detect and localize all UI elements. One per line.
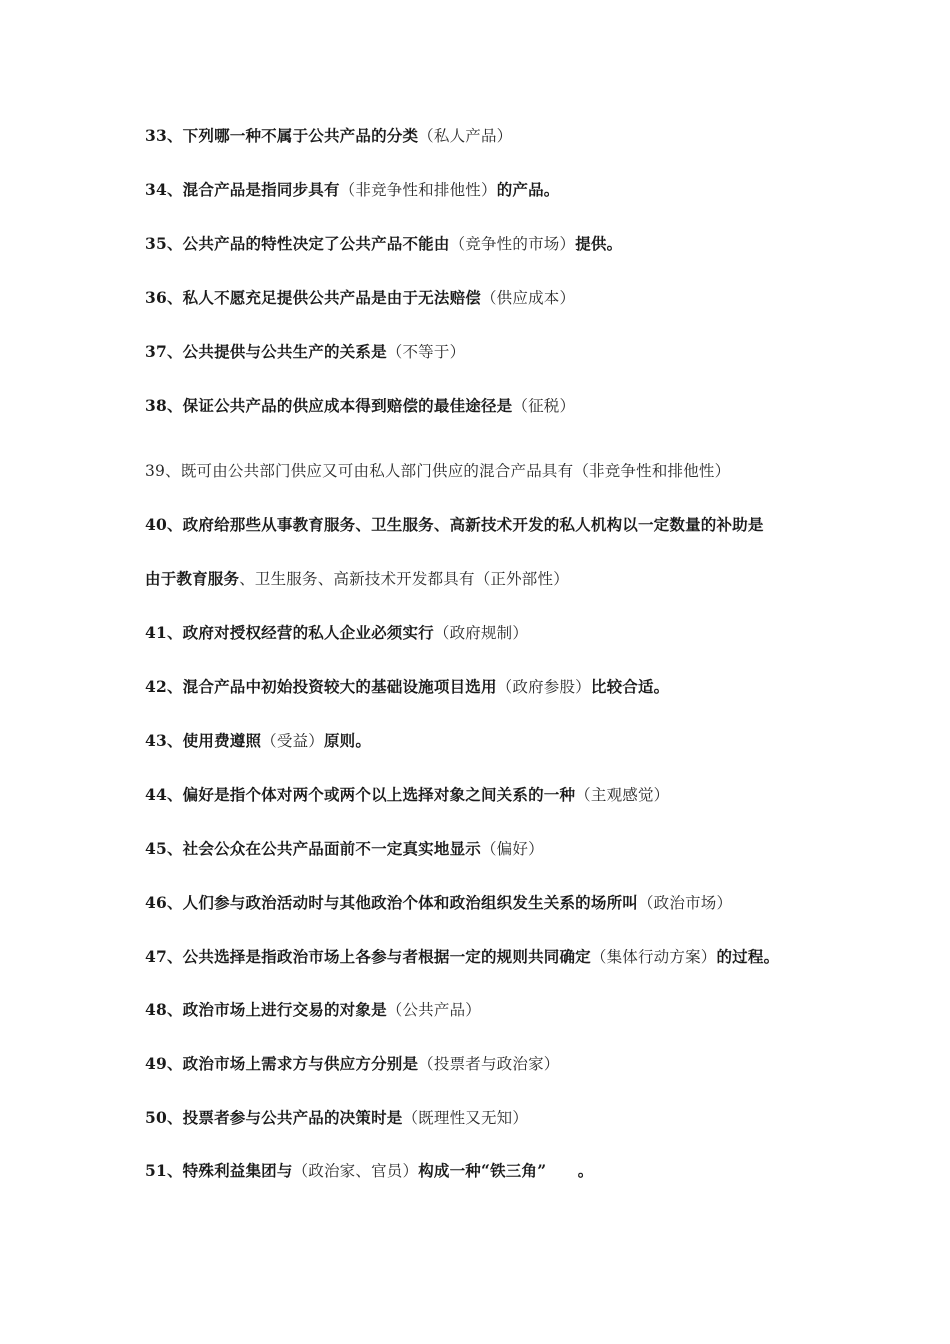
question-48 bbox=[145, 999, 481, 1021]
question-text: 48、政治市场上进行交易的对象是 bbox=[145, 1000, 387, 1019]
question-37 bbox=[145, 341, 465, 363]
answer-text: （投票者与政治家） bbox=[418, 1055, 560, 1073]
question-51 bbox=[145, 1160, 593, 1182]
answer-text: （征税） bbox=[512, 397, 576, 415]
question-36 bbox=[145, 287, 575, 309]
question-47 bbox=[145, 946, 779, 968]
question-50 bbox=[145, 1107, 528, 1129]
answer-text: （不等于） bbox=[386, 343, 466, 361]
question-text: 由于教育服务 bbox=[145, 569, 240, 588]
question-text: 41、政府对授权经营的私人企业必须实行 bbox=[145, 623, 434, 642]
question-tail: 构成一种“铁三角” 。 bbox=[418, 1161, 594, 1180]
answer-text: （政府规制） bbox=[433, 624, 529, 642]
question-45 bbox=[145, 838, 544, 860]
question-tail: 的过程。 bbox=[716, 947, 780, 966]
question-35 bbox=[145, 233, 622, 255]
answer-text: （竞争性的市场） bbox=[449, 235, 576, 253]
question-text: 49、政治市场上需求方与供应方分别是 bbox=[145, 1054, 419, 1073]
answer-text: （公共产品） bbox=[386, 1001, 481, 1019]
question-text: 42、混合产品中初始投资较大的基础设施项目选用 bbox=[145, 677, 497, 696]
question-text: 34、混合产品是指同步具有 bbox=[145, 180, 340, 199]
question-text: 39、既可由公共部门供应又可由私人部门供应的混合产品具有 bbox=[145, 462, 574, 480]
question-34 bbox=[145, 179, 560, 201]
question-40-continuation bbox=[145, 568, 569, 590]
question-text: 44、偏好是指个体对两个或两个以上选择对象之间关系的一种 bbox=[145, 785, 576, 804]
answer-text: 、卫生服务、高新技术开发都具有（正外部性） bbox=[239, 570, 569, 588]
question-41 bbox=[145, 622, 528, 644]
answer-text: （政治市场） bbox=[637, 894, 733, 912]
question-text: 38、保证公共产品的供应成本得到赔偿的最佳途径是 bbox=[145, 396, 513, 415]
question-text: 33、下列哪一种不属于公共产品的分类 bbox=[145, 126, 419, 145]
question-tail: 提供。 bbox=[575, 234, 623, 253]
answer-text: （既理性又无知） bbox=[402, 1109, 529, 1127]
question-text: 45、社会公众在公共产品面前不一定真实地显示 bbox=[145, 839, 481, 858]
question-tail: 的产品。 bbox=[496, 180, 560, 199]
answer-text: （偏好） bbox=[480, 840, 544, 858]
question-text: 40、政府给那些从事教育服务、卫生服务、高新技术开发的私人机构以一定数量的补助是 bbox=[145, 515, 764, 534]
answer-text: （主观感觉） bbox=[575, 786, 670, 804]
question-33 bbox=[145, 125, 512, 147]
answer-text: （集体行动方案） bbox=[590, 948, 717, 966]
answer-text: （政府参股） bbox=[496, 678, 591, 696]
answer-text: （供应成本） bbox=[480, 289, 576, 307]
answer-text: （私人产品） bbox=[418, 127, 513, 145]
question-tail: 比较合适。 bbox=[590, 677, 670, 696]
question-text: 37、公共提供与公共生产的关系是 bbox=[145, 342, 387, 361]
question-38 bbox=[145, 395, 575, 417]
question-text: 36、私人不愿充足提供公共产品是由于无法赔偿 bbox=[145, 288, 481, 307]
question-text: 51、特殊利益集团与 bbox=[145, 1161, 293, 1180]
question-tail: 原则。 bbox=[323, 731, 372, 750]
question-text: 35、公共产品的特性决定了公共产品不能由 bbox=[145, 234, 450, 253]
question-text: 43、使用费遵照 bbox=[145, 731, 262, 750]
question-40 bbox=[145, 514, 764, 536]
answer-text: （非竞争性和排他性） bbox=[339, 181, 497, 199]
answer-text: （政治家、官员） bbox=[292, 1162, 419, 1180]
answer-text: （受益） bbox=[261, 732, 324, 750]
question-44 bbox=[145, 784, 669, 806]
question-text: 46、人们参与政治活动时与其他政治个体和政治组织发生关系的场所叫 bbox=[145, 893, 638, 912]
question-text: 50、投票者参与公共产品的决策时是 bbox=[145, 1108, 403, 1127]
question-text: 47、公共选择是指政治市场上各参与者根据一定的规则共同确定 bbox=[145, 947, 591, 966]
question-46 bbox=[145, 892, 732, 914]
question-42 bbox=[145, 676, 669, 698]
question-43 bbox=[145, 730, 371, 752]
answer-text: （非竞争性和排他性） bbox=[573, 462, 731, 480]
question-49 bbox=[145, 1053, 559, 1075]
question-39 bbox=[145, 460, 730, 482]
